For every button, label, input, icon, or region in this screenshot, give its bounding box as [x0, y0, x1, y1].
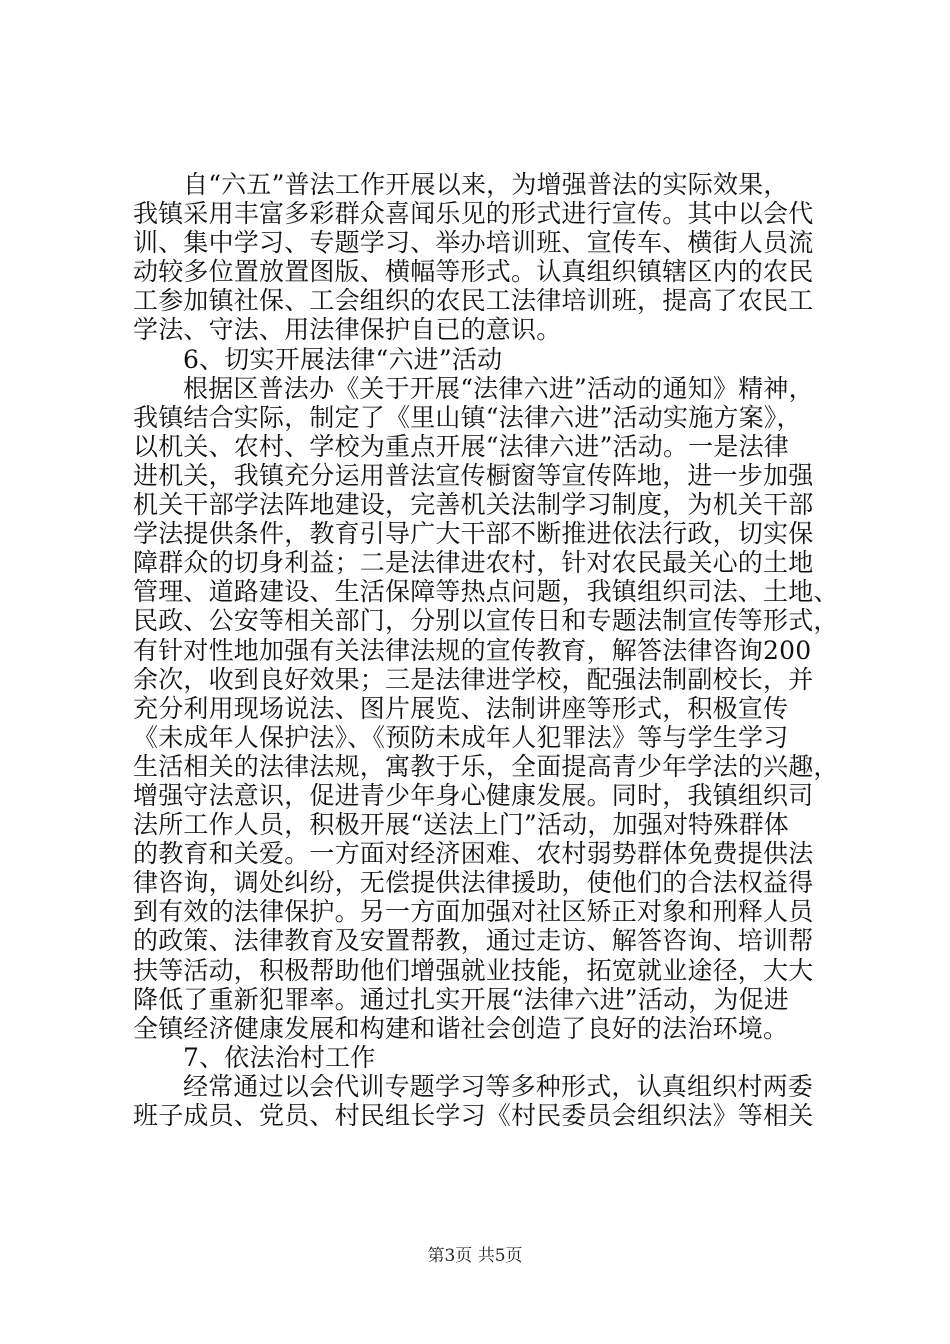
text-line: 班子成员、党员、村民组长学习《村民委员会组织法》等相关: [133, 1101, 814, 1130]
text-line: 降低了重新犯罪率。通过扎实开展“法律六进”活动，为促进: [133, 984, 789, 1014]
text-line: 训、集中学习、专题学习、举办培训班、宣传车、横街人员流: [133, 228, 814, 258]
document-body: [133, 170, 839, 1130]
text-line: 管理、道路建设、生活保障等热点问题，我镇组织司法、土地、: [133, 577, 839, 607]
text-line: 我镇采用丰富多彩群众喜闻乐见的形式进行宣传。其中以会代: [133, 199, 814, 229]
text-line: 我镇结合实际，制定了《里山镇“法律六进”活动实施方案》，: [133, 402, 802, 432]
text-line: 学法、守法、用法律保护自已的意识。: [133, 315, 562, 345]
text-line: 自“六五”普法工作开展以来，为增强普法的实际效果，: [183, 170, 789, 199]
text-line: 障群众的切身利益；二是法律进农村，针对农民最关心的土地: [133, 548, 814, 578]
text-line: 根据区普法办《关于开展“法律六进”活动的通知》精神，: [183, 373, 814, 403]
text-line: 以机关、农村、学校为重点开展“法律六进”活动。一是法律: [133, 431, 789, 461]
text-line: 6、切实开展法律“六进”活动: [183, 344, 503, 374]
text-line: 扶等活动，积极帮助他们增强就业技能，拓宽就业途径，大大: [133, 955, 814, 985]
text-line: 进机关，我镇充分运用普法宣传橱窗等宣传阵地，进一步加强: [133, 460, 814, 490]
text-line: 经常通过以会代训专题学习等多种形式，认真组织村两委: [183, 1071, 814, 1101]
text-line: 律咨询，调处纠纷，无偿提供法律援助，使他们的合法权益得: [133, 868, 814, 898]
text-line: 7、依法治村工作: [183, 1042, 376, 1072]
text-line: 《未成年人保护法》、《预防未成年人犯罪法》等与学生学习: [133, 722, 789, 752]
text-line: 动较多位置放置图版、横幅等形式。认真组织镇辖区内的农民: [133, 257, 814, 287]
text-line: 全镇经济健康发展和构建和谐社会创造了良好的法治环境。: [133, 1013, 789, 1043]
text-line: 法所工作人员，积极开展“送法上门”活动，加强对特殊群体: [133, 810, 789, 840]
text-line: 有针对性地加强有关法律法规的宣传教育，解答法律咨询200: [133, 635, 812, 665]
text-line: 余次，收到良好效果；三是法律进学校，配强法制副校长，并: [133, 664, 814, 694]
text-line: 工参加镇社保、工会组织的农民工法律培训班，提高了农民工: [133, 286, 814, 316]
text-line: 生活相关的法律法规，寓教于乐，全面提高青少年学法的兴趣，: [133, 751, 839, 781]
text-line: 学法提供条件，教育引导广大干部不断推进依法行政，切实保: [133, 519, 814, 549]
text-line: 充分利用现场说法、图片展览、法制讲座等形式，积极宣传: [133, 693, 789, 723]
text-line: 增强守法意识，促进青少年身心健康发展。同时，我镇组织司: [133, 780, 814, 810]
page-footer: 第3页 共5页: [427, 1246, 523, 1266]
text-line: 到有效的法律保护。另一方面加强对社区矫正对象和刑释人员: [133, 897, 814, 927]
text-line: 的教育和关爱。一方面对经济困难、农村弱势群体免费提供法: [133, 839, 814, 869]
text-line: 民政、公安等相关部门，分别以宣传日和专题法制宣传等形式，: [133, 606, 839, 636]
text-line: 的政策、法律教育及安置帮教，通过走访、解答咨询、培训帮: [133, 926, 814, 956]
text-line: 机关干部学法阵地建设，完善机关法制学习制度，为机关干部: [133, 490, 814, 520]
